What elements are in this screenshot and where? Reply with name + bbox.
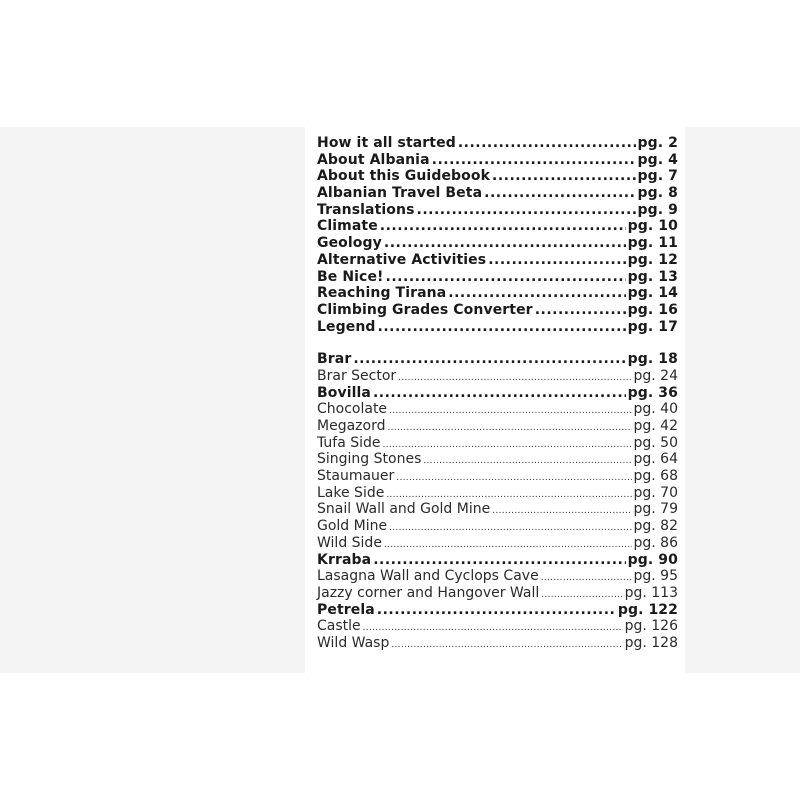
toc-entry[interactable] bbox=[317, 552, 678, 569]
toc-page-number: pg. 113 bbox=[624, 584, 678, 601]
toc-page-number: pg. 13 bbox=[627, 268, 678, 285]
toc-subentry[interactable] bbox=[317, 368, 678, 385]
dot-leader bbox=[378, 319, 626, 336]
toc-page-number: pg. 82 bbox=[633, 518, 678, 535]
toc-page-number: pg. 14 bbox=[627, 285, 678, 302]
dot-leader bbox=[389, 403, 631, 420]
toc-entry[interactable] bbox=[317, 602, 678, 619]
toc-entry-title: Tufa Side bbox=[317, 434, 381, 451]
toc-entry[interactable] bbox=[317, 319, 678, 336]
toc-subentry[interactable] bbox=[317, 485, 678, 502]
toc-entry-title: Wild Wasp bbox=[317, 634, 390, 651]
toc-entry-title: Lake Side bbox=[317, 484, 385, 501]
toc-page-number: pg. 36 bbox=[627, 384, 678, 401]
toc-entry-title: Geology bbox=[317, 235, 382, 252]
dot-leader bbox=[396, 470, 631, 487]
toc-page-number: pg. 10 bbox=[627, 218, 678, 235]
toc-page-number: pg. 70 bbox=[633, 484, 678, 501]
toc-entry-title: Climbing Grades Converter bbox=[317, 301, 533, 318]
toc-entry-title: Brar bbox=[317, 351, 352, 368]
toc-entry[interactable] bbox=[317, 385, 678, 402]
toc-subentry[interactable] bbox=[317, 535, 678, 552]
dot-leader bbox=[363, 620, 623, 637]
dot-leader bbox=[423, 453, 631, 470]
toc-subentry[interactable] bbox=[317, 435, 678, 452]
dot-leader bbox=[380, 218, 626, 235]
toc-climbing-areas bbox=[317, 351, 678, 651]
toc-entry-title: Petrela bbox=[317, 601, 375, 618]
dot-leader bbox=[484, 185, 635, 202]
toc-entry-title: Chocolate bbox=[317, 401, 388, 418]
toc-entry-title: Singing Stones bbox=[317, 451, 422, 468]
toc-subentry[interactable] bbox=[317, 635, 678, 652]
toc-entry[interactable] bbox=[317, 168, 678, 185]
dot-leader bbox=[391, 637, 622, 654]
toc-page-number: pg. 9 bbox=[637, 201, 678, 218]
table-of-contents bbox=[317, 135, 678, 652]
toc-entry-title: Reaching Tirana bbox=[317, 285, 447, 302]
toc-entry-title: Alternative Activities bbox=[317, 251, 487, 268]
toc-page-number: pg. 8 bbox=[637, 185, 678, 202]
toc-subentry[interactable] bbox=[317, 401, 678, 418]
toc-page-number: pg. 7 bbox=[637, 168, 678, 185]
toc-entry[interactable] bbox=[317, 235, 678, 252]
toc-entry-title: Brar Sector bbox=[317, 367, 397, 384]
toc-entry-title: Jazzy corner and Hangover Wall bbox=[317, 584, 540, 601]
guidebook-page bbox=[305, 127, 685, 673]
dot-leader bbox=[389, 520, 631, 537]
toc-page-number: pg. 40 bbox=[633, 401, 678, 418]
toc-entry-title: Staumauer bbox=[317, 468, 395, 485]
toc-entry-title: Bovilla bbox=[317, 384, 371, 401]
dot-leader bbox=[373, 552, 625, 569]
toc-subentry[interactable] bbox=[317, 451, 678, 468]
toc-page-number: pg. 4 bbox=[637, 151, 678, 168]
dot-leader bbox=[492, 503, 631, 520]
dot-leader bbox=[384, 235, 626, 252]
toc-entry-title: About Albania bbox=[317, 151, 430, 168]
toc-entry-title: Legend bbox=[317, 318, 376, 335]
toc-page-number: pg. 16 bbox=[627, 301, 678, 318]
toc-entry-title: How it all started bbox=[317, 135, 456, 151]
toc-entry-title: Climate bbox=[317, 218, 378, 235]
toc-subentry[interactable] bbox=[317, 501, 678, 518]
toc-entry-title: Lasagna Wall and Cyclops Cave bbox=[317, 568, 539, 585]
toc-entry-title: Albanian Travel Beta bbox=[317, 185, 483, 202]
toc-subentry[interactable] bbox=[317, 568, 678, 585]
toc-entry-title: Snail Wall and Gold Mine bbox=[317, 501, 491, 518]
toc-subentry[interactable] bbox=[317, 418, 678, 435]
dot-leader bbox=[458, 135, 636, 152]
dot-leader bbox=[377, 602, 616, 619]
toc-page-number: pg. 86 bbox=[633, 534, 678, 551]
dot-leader bbox=[448, 285, 625, 302]
toc-page-number: pg. 17 bbox=[627, 318, 678, 335]
toc-page-number: pg. 2 bbox=[637, 135, 678, 151]
toc-entry[interactable] bbox=[317, 351, 678, 368]
toc-entry[interactable] bbox=[317, 185, 678, 202]
toc-entry[interactable] bbox=[317, 302, 678, 319]
dot-leader bbox=[432, 152, 636, 169]
toc-page-number: pg. 126 bbox=[624, 618, 678, 635]
toc-page-number: pg. 64 bbox=[633, 451, 678, 468]
toc-entry-title: Castle bbox=[317, 618, 361, 635]
dot-leader bbox=[417, 202, 636, 219]
toc-entry-title: Megazord bbox=[317, 418, 386, 434]
toc-page-number: pg. 90 bbox=[627, 551, 678, 568]
dot-leader bbox=[541, 570, 632, 587]
toc-entry[interactable] bbox=[317, 202, 678, 219]
toc-page-number: pg. 12 bbox=[627, 251, 678, 268]
toc-entry[interactable] bbox=[317, 252, 678, 269]
toc-page-number: pg. 24 bbox=[633, 367, 678, 384]
toc-page-number: pg. 79 bbox=[633, 501, 678, 518]
toc-page-number: pg. 50 bbox=[633, 434, 678, 451]
dot-leader bbox=[488, 252, 625, 269]
toc-page-number: pg. 128 bbox=[624, 634, 678, 651]
dot-leader bbox=[492, 168, 636, 185]
toc-entry-title: Translations bbox=[317, 201, 415, 218]
toc-front-matter bbox=[317, 135, 678, 335]
toc-entry-title: Wild Side bbox=[317, 534, 382, 551]
toc-subentry[interactable] bbox=[317, 468, 678, 485]
toc-entry-title: About this Guidebook bbox=[317, 168, 491, 185]
toc-entry[interactable] bbox=[317, 285, 678, 302]
toc-entry[interactable] bbox=[317, 269, 678, 286]
toc-entry[interactable] bbox=[317, 152, 678, 169]
toc-page-number: pg. 11 bbox=[627, 235, 678, 252]
toc-entry[interactable] bbox=[317, 218, 678, 235]
toc-subentry[interactable] bbox=[317, 618, 678, 635]
toc-entry-title: Gold Mine bbox=[317, 518, 388, 535]
dot-leader bbox=[353, 351, 625, 368]
toc-page-number: pg. 122 bbox=[617, 601, 678, 618]
dot-leader bbox=[373, 385, 626, 402]
dot-leader bbox=[386, 269, 626, 286]
dot-leader bbox=[387, 420, 631, 437]
toc-subentry[interactable] bbox=[317, 585, 678, 602]
toc-entry-title: Krraba bbox=[317, 551, 372, 568]
toc-entry-title: Be Nice! bbox=[317, 268, 384, 285]
toc-entry[interactable] bbox=[317, 135, 678, 152]
toc-page-number: pg. 18 bbox=[627, 351, 678, 368]
toc-subentry[interactable] bbox=[317, 518, 678, 535]
toc-page-number: pg. 68 bbox=[633, 468, 678, 485]
dot-leader bbox=[535, 302, 626, 319]
toc-page-number: pg. 95 bbox=[633, 568, 678, 585]
toc-page-number: pg. 42 bbox=[633, 418, 678, 434]
